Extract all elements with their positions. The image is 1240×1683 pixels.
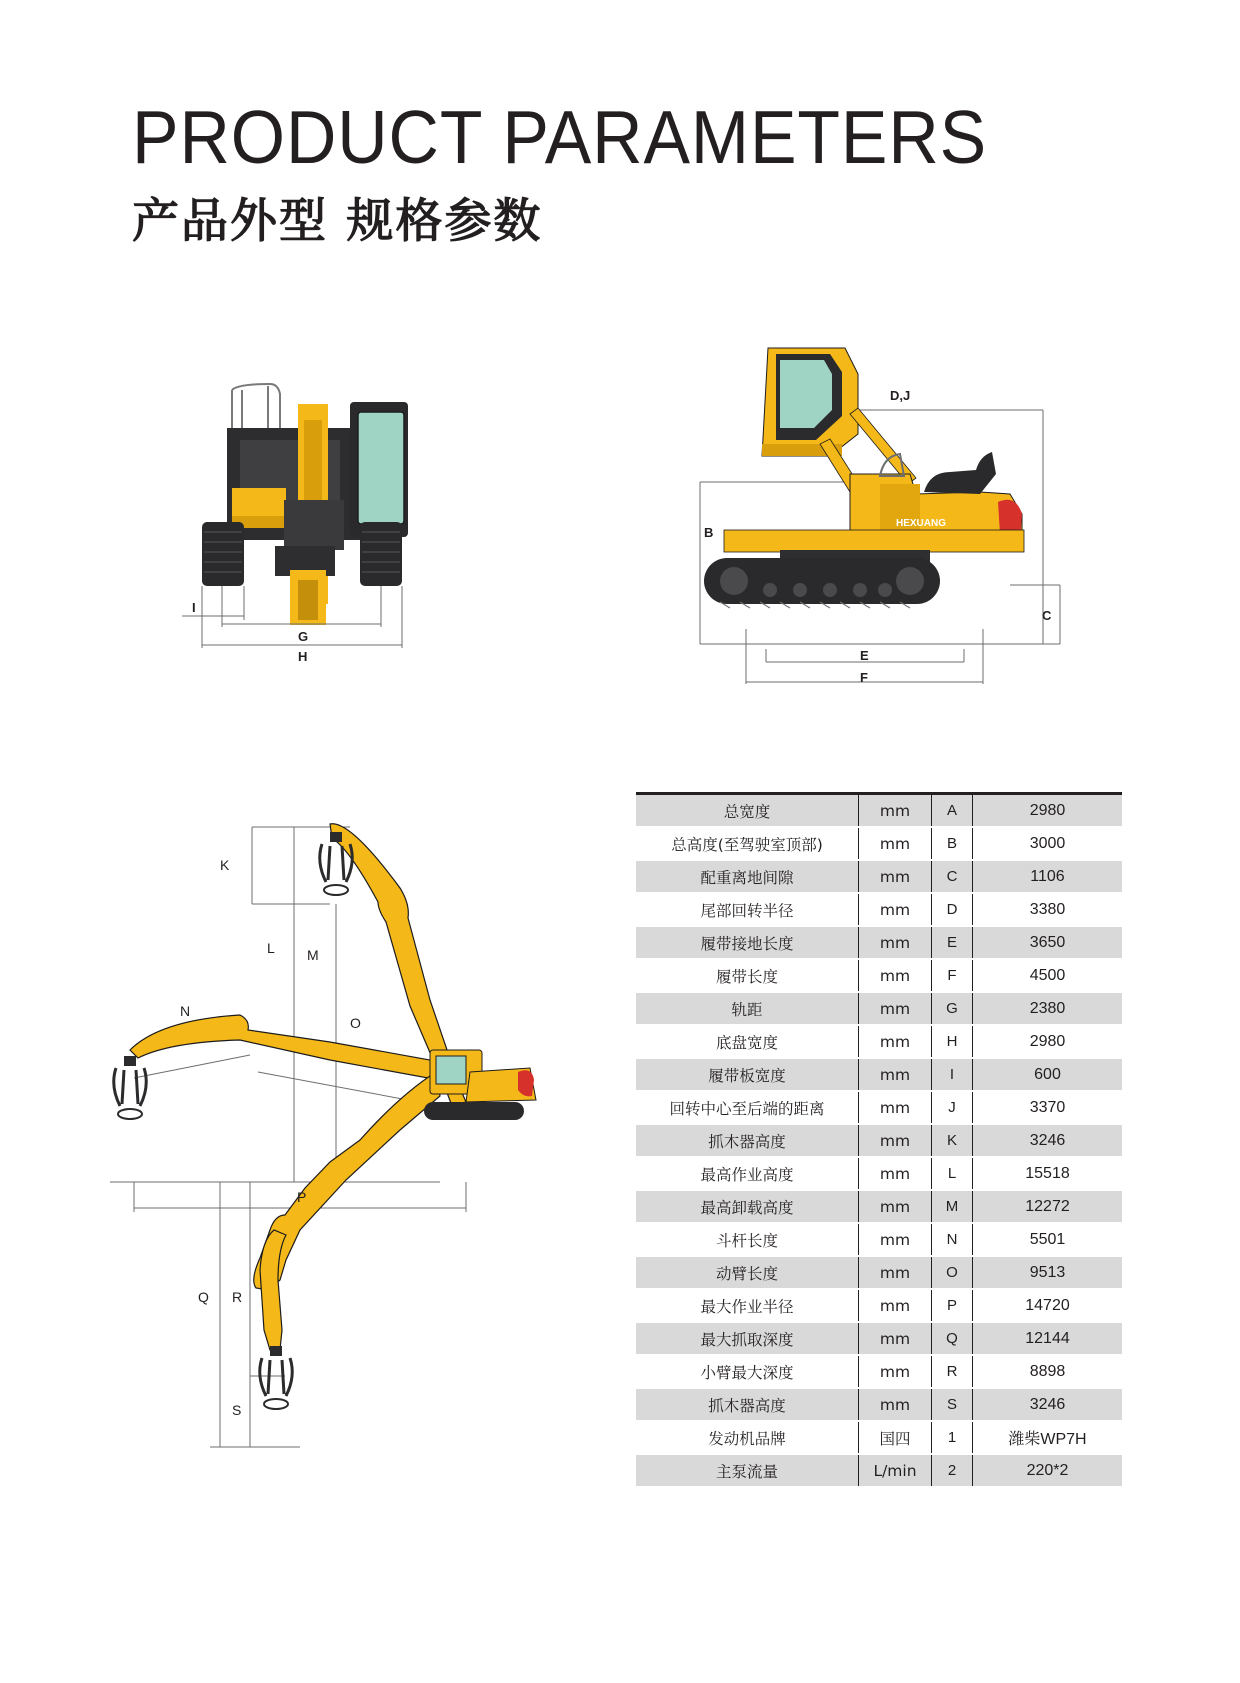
spec-value-cell: 潍柴WP7H [973, 1421, 1123, 1454]
spec-value-cell: 1106 [973, 860, 1123, 893]
spec-name-cell: 配重离地间隙 [636, 860, 859, 893]
spec-unit-cell: mm [859, 1025, 932, 1058]
spec-value-cell: 3000 [973, 827, 1123, 860]
spec-code-cell: P [932, 1289, 973, 1322]
page-subtitle: 产品外型 规格参数 [132, 194, 543, 249]
spec-value-cell: 2980 [973, 794, 1123, 828]
dim-label-n: N [180, 1003, 191, 1019]
spec-code-cell: G [932, 992, 973, 1025]
spec-code-cell: R [932, 1355, 973, 1388]
spec-row [636, 1256, 1122, 1289]
spec-name-cell: 抓木器高度 [636, 1124, 859, 1157]
spec-row [636, 1124, 1122, 1157]
spec-code-cell: H [932, 1025, 973, 1058]
spec-unit-cell: mm [859, 926, 932, 959]
spec-row [636, 1322, 1122, 1355]
spec-unit-cell: mm [859, 992, 932, 1025]
spec-value-cell: 15518 [973, 1157, 1123, 1190]
dim-label-q: Q [198, 1289, 209, 1305]
spec-code-cell: 1 [932, 1421, 973, 1454]
spec-row [636, 893, 1122, 926]
spec-code-cell: 2 [932, 1454, 973, 1487]
brand-logo-text: HEXUANG [896, 518, 947, 529]
spec-unit-cell: mm [859, 1124, 932, 1157]
spec-value-cell: 3246 [973, 1124, 1123, 1157]
spec-name-cell: 总宽度 [636, 794, 859, 828]
front-view-diagram [180, 380, 450, 690]
spec-row [636, 1058, 1122, 1091]
spec-value-cell: 5501 [973, 1223, 1123, 1256]
spec-code-cell: C [932, 860, 973, 893]
spec-value-cell: 220*2 [973, 1454, 1123, 1487]
spec-code-cell: K [932, 1124, 973, 1157]
spec-name-cell: 履带接地长度 [636, 926, 859, 959]
spec-name-cell: 主泵流量 [636, 1454, 859, 1487]
spec-code-cell: Q [932, 1322, 973, 1355]
spec-value-cell: 8898 [973, 1355, 1123, 1388]
dim-label-s: S [232, 1402, 242, 1418]
spec-code-cell: D [932, 893, 973, 926]
spec-name-cell: 动臂长度 [636, 1256, 859, 1289]
dim-label-e: E [860, 648, 869, 663]
spec-code-cell: M [932, 1190, 973, 1223]
spec-name-cell: 底盘宽度 [636, 1025, 859, 1058]
spec-value-cell: 12272 [973, 1190, 1123, 1223]
dim-label-dj: D,J [890, 388, 911, 403]
spec-value-cell: 4500 [973, 959, 1123, 992]
spec-value-cell: 2380 [973, 992, 1123, 1025]
spec-value-cell: 2980 [973, 1025, 1123, 1058]
dim-label-g: G [298, 629, 309, 644]
spec-value-cell: 3650 [973, 926, 1123, 959]
spec-name-cell: 抓木器高度 [636, 1388, 859, 1421]
spec-row [636, 1289, 1122, 1322]
spec-unit-cell: mm [859, 1322, 932, 1355]
working-range-diagram [110, 810, 580, 1500]
spec-unit-cell: mm [859, 1190, 932, 1223]
dim-label-h: H [298, 649, 308, 664]
spec-row [636, 959, 1122, 992]
spec-value-cell: 600 [973, 1058, 1123, 1091]
spec-row [636, 1091, 1122, 1124]
spec-name-cell: 最高卸载高度 [636, 1190, 859, 1223]
dim-label-r: R [232, 1289, 243, 1305]
spec-code-cell: B [932, 827, 973, 860]
spec-row [636, 926, 1122, 959]
spec-code-cell: I [932, 1058, 973, 1091]
spec-code-cell: L [932, 1157, 973, 1190]
spec-name-cell: 斗杆长度 [636, 1223, 859, 1256]
spec-unit-cell: mm [859, 827, 932, 860]
spec-row [636, 827, 1122, 860]
spec-table-body [636, 794, 1122, 1488]
spec-value-cell: 3370 [973, 1091, 1123, 1124]
dim-label-l: L [267, 940, 275, 956]
dim-label-b: B [704, 525, 714, 540]
spec-value-cell: 9513 [973, 1256, 1123, 1289]
dim-label-m: M [307, 947, 319, 963]
spec-row [636, 794, 1122, 828]
spec-unit-cell: mm [859, 860, 932, 893]
dim-label-p: P [297, 1189, 307, 1205]
spec-name-cell: 小臂最大深度 [636, 1355, 859, 1388]
spec-unit-cell: mm [859, 1355, 932, 1388]
spec-row [636, 1355, 1122, 1388]
spec-unit-cell: mm [859, 1223, 932, 1256]
spec-unit-cell: mm [859, 1289, 932, 1322]
spec-row [636, 992, 1122, 1025]
spec-name-cell: 回转中心至后端的距离 [636, 1091, 859, 1124]
spec-unit-cell: mm [859, 794, 932, 828]
spec-name-cell: 最大抓取深度 [636, 1322, 859, 1355]
spec-name-cell: 总高度(至驾驶室顶部) [636, 827, 859, 860]
spec-name-cell: 最高作业高度 [636, 1157, 859, 1190]
spec-value-cell: 3380 [973, 893, 1123, 926]
spec-row [636, 1157, 1122, 1190]
spec-code-cell: A [932, 794, 973, 828]
dim-label-c: C [1042, 608, 1052, 623]
spec-code-cell: S [932, 1388, 973, 1421]
front-view-machine-image [202, 384, 408, 625]
spec-name-cell: 发动机品牌 [636, 1421, 859, 1454]
dim-label-i: I [192, 600, 196, 615]
spec-unit-cell: 国四 [859, 1421, 932, 1454]
spec-row [636, 860, 1122, 893]
spec-unit-cell: mm [859, 959, 932, 992]
side-view-diagram [680, 344, 1060, 684]
spec-code-cell: F [932, 959, 973, 992]
dim-label-k: K [220, 857, 230, 873]
spec-unit-cell: mm [859, 893, 932, 926]
spec-row [636, 1454, 1122, 1487]
spec-name-cell: 尾部回转半径 [636, 893, 859, 926]
dim-label-o: O [350, 1015, 361, 1031]
spec-value-cell: 14720 [973, 1289, 1123, 1322]
spec-table [636, 792, 1122, 1488]
spec-name-cell: 轨距 [636, 992, 859, 1025]
spec-code-cell: E [932, 926, 973, 959]
spec-row [636, 1025, 1122, 1058]
spec-row [636, 1190, 1122, 1223]
spec-row [636, 1223, 1122, 1256]
spec-unit-cell: mm [859, 1388, 932, 1421]
spec-unit-cell: mm [859, 1091, 932, 1124]
spec-name-cell: 履带长度 [636, 959, 859, 992]
spec-row [636, 1421, 1122, 1454]
spec-value-cell: 12144 [973, 1322, 1123, 1355]
spec-name-cell: 最大作业半径 [636, 1289, 859, 1322]
spec-row [636, 1388, 1122, 1421]
spec-unit-cell: mm [859, 1157, 932, 1190]
spec-name-cell: 履带板宽度 [636, 1058, 859, 1091]
spec-code-cell: O [932, 1256, 973, 1289]
spec-value-cell: 3246 [973, 1388, 1123, 1421]
spec-code-cell: J [932, 1091, 973, 1124]
spec-unit-cell: L/min [859, 1454, 932, 1487]
working-range-machine-image [114, 824, 536, 1409]
dim-label-f: F [860, 670, 868, 685]
page-title: PRODUCT PARAMETERS [132, 95, 988, 179]
spec-code-cell: N [932, 1223, 973, 1256]
spec-unit-cell: mm [859, 1256, 932, 1289]
spec-unit-cell: mm [859, 1058, 932, 1091]
side-view-machine-image [704, 348, 1024, 608]
